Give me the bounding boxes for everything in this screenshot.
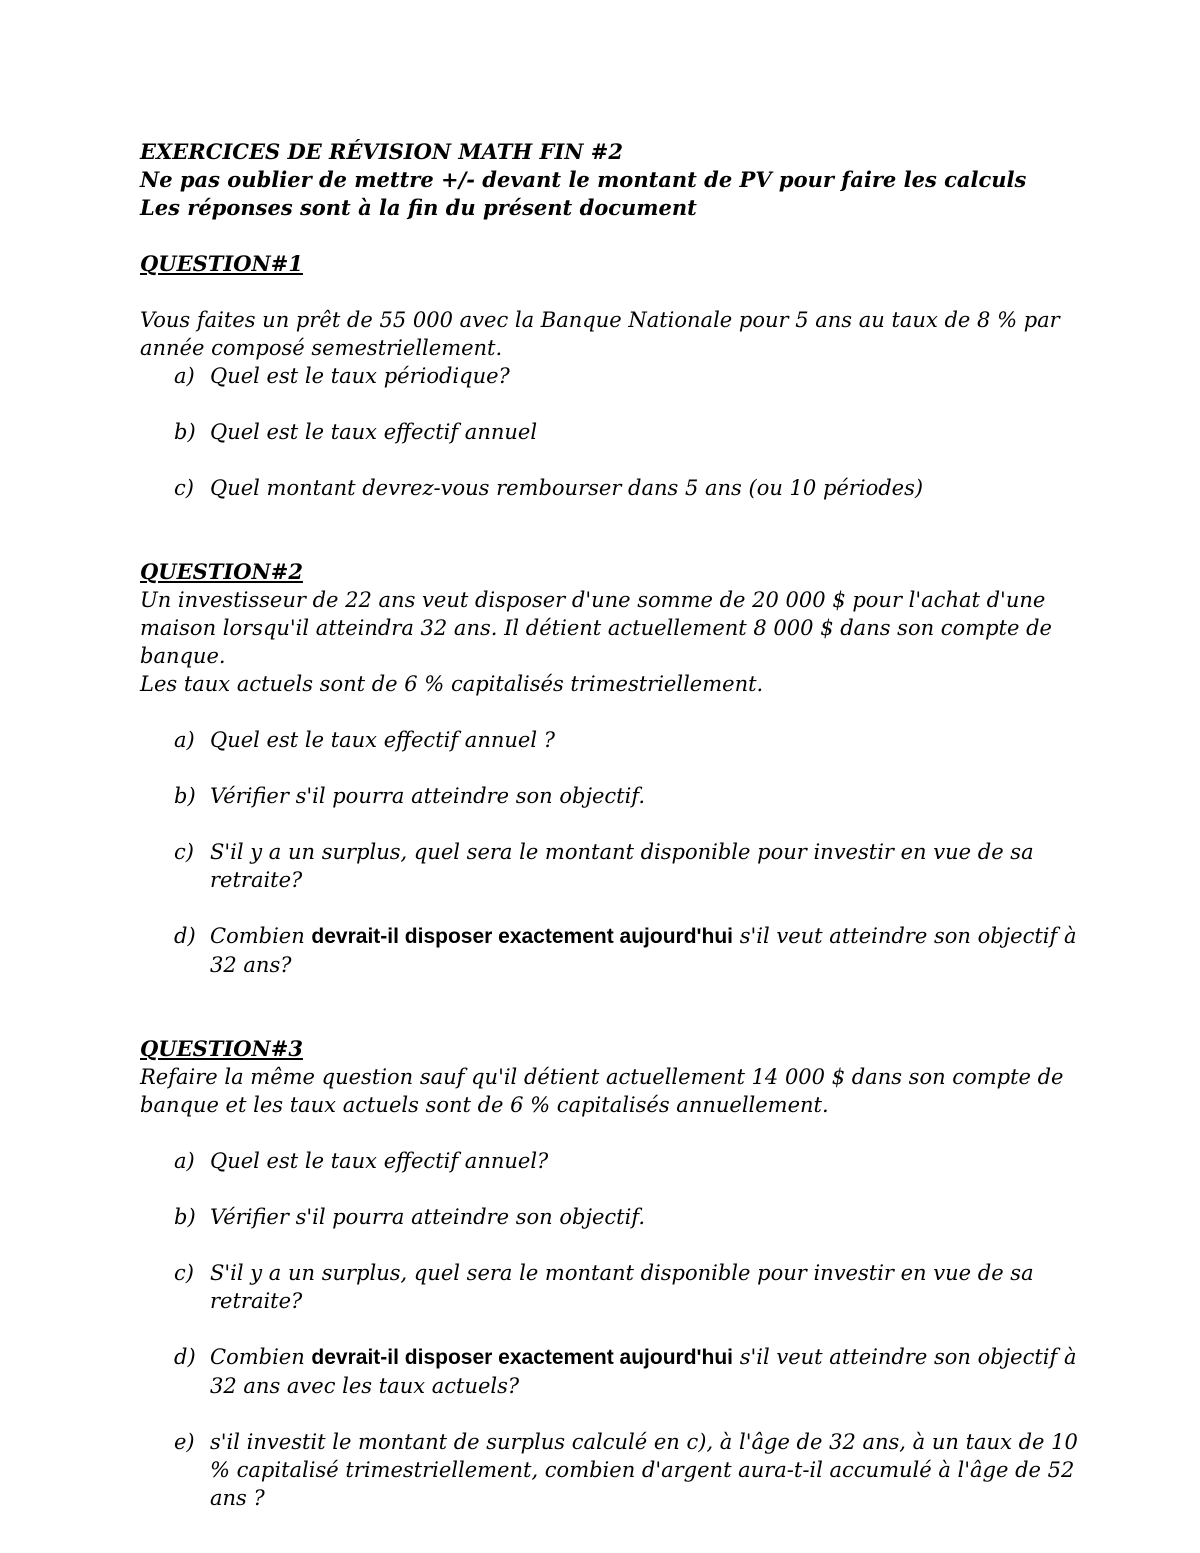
item-text-bold: devrait-il disposer exactement aujourd'hui [311,1346,734,1369]
item-text: Vérifier s'il pourra atteindre son objectif. [210,1205,646,1229]
item-text [210,922,1080,979]
question-3-title: QUESTION#3 [140,1036,303,1061]
item-label: a) [174,1149,195,1173]
question-3-item-d [174,1343,1080,1400]
question-1-item-c [174,474,1080,502]
item-text-post: s'il veut atteindre son objectif à 32 ans avec les taux actuels? [210,1345,1077,1398]
item-text [210,1343,1080,1400]
question-2-title: QUESTION#2 [140,559,303,584]
question-1-intro: Vous faites un prêt de 55 000 avec la Banque Nationale pour 5 ans au taux de 8 % par année composé semestriellement. [140,308,1060,360]
question-2-intro: Un investisseur de 22 ans veut disposer d'une somme de 20 000 $ pour l'achat d'une maison lorsqu'il atteindra 32 ans. Il détient actuellement 8 000 $ dans son compte de banque. [140,588,1052,668]
item-label: c) [174,840,194,864]
item-text: Quel montant devrez-vous rembourser dans 5 ans (ou 10 périodes) [210,476,924,500]
item-label: b) [174,784,196,808]
question-2-item-a [174,726,1080,754]
item-text: s'il investit le montant de surplus calculé en c), à l'âge de 32 ans, à un taux de 10 % capitalisé trimestriellement, combien d'argent aura-t-il accumulé à l'âge de 52 ans ? [210,1430,1078,1510]
item-text: Quel est le taux effectif annuel [210,420,538,444]
item-label: a) [174,364,195,388]
instruction-line: Ne pas oublier de mettre +/- devant le montant de PV pour faire les calculs [140,167,1027,192]
question-2-item-d [174,922,1080,979]
document-page [140,138,1080,1512]
question-1-item-b [174,418,1080,446]
document-title: EXERCICES DE RÉVISION MATH FIN #2 [140,139,623,164]
question-3-item-b [174,1203,1080,1231]
question-3-intro: Refaire la même question sauf qu'il détient actuellement 14 000 $ dans son compte de banque et les taux actuels sont de 6 % capitalisés annuellement. [140,1065,1064,1117]
item-text: S'il y a un surplus, quel sera le montant disponible pour investir en vue de sa retraite? [210,1261,1034,1313]
item-text: Vérifier s'il pourra atteindre son objectif. [210,784,646,808]
item-text: S'il y a un surplus, quel sera le montant disponible pour investir en vue de sa retraite? [210,840,1034,892]
item-label: d) [174,1345,196,1369]
item-label: a) [174,728,195,752]
item-text: Quel est le taux effectif annuel? [210,1149,549,1173]
answers-note: Les réponses sont à la fin du présent document [140,195,697,220]
question-1-item-a [174,362,1080,390]
item-text-bold: devrait-il disposer exactement aujourd'hui [311,925,734,948]
question-2-rates: Les taux actuels sont de 6 % capitalisés trimestriellement. [140,672,764,696]
item-label: c) [174,476,194,500]
item-text-post: s'il veut atteindre son objectif à 32 ans? [210,924,1077,977]
item-label: b) [174,1205,196,1229]
item-text-pre: Combien [210,924,312,948]
item-label: d) [174,924,196,948]
question-3-item-c [174,1259,1080,1315]
item-label: e) [174,1430,195,1454]
item-text: Quel est le taux périodique? [210,364,510,388]
item-text: Quel est le taux effectif annuel ? [210,728,555,752]
question-2-item-c [174,838,1080,894]
item-label: b) [174,420,196,444]
question-1-title: QUESTION#1 [140,251,303,276]
item-text-pre: Combien [210,1345,312,1369]
question-2-item-b [174,782,1080,810]
question-3-item-a [174,1147,1080,1175]
question-3-item-e [174,1428,1080,1512]
item-label: c) [174,1261,194,1285]
